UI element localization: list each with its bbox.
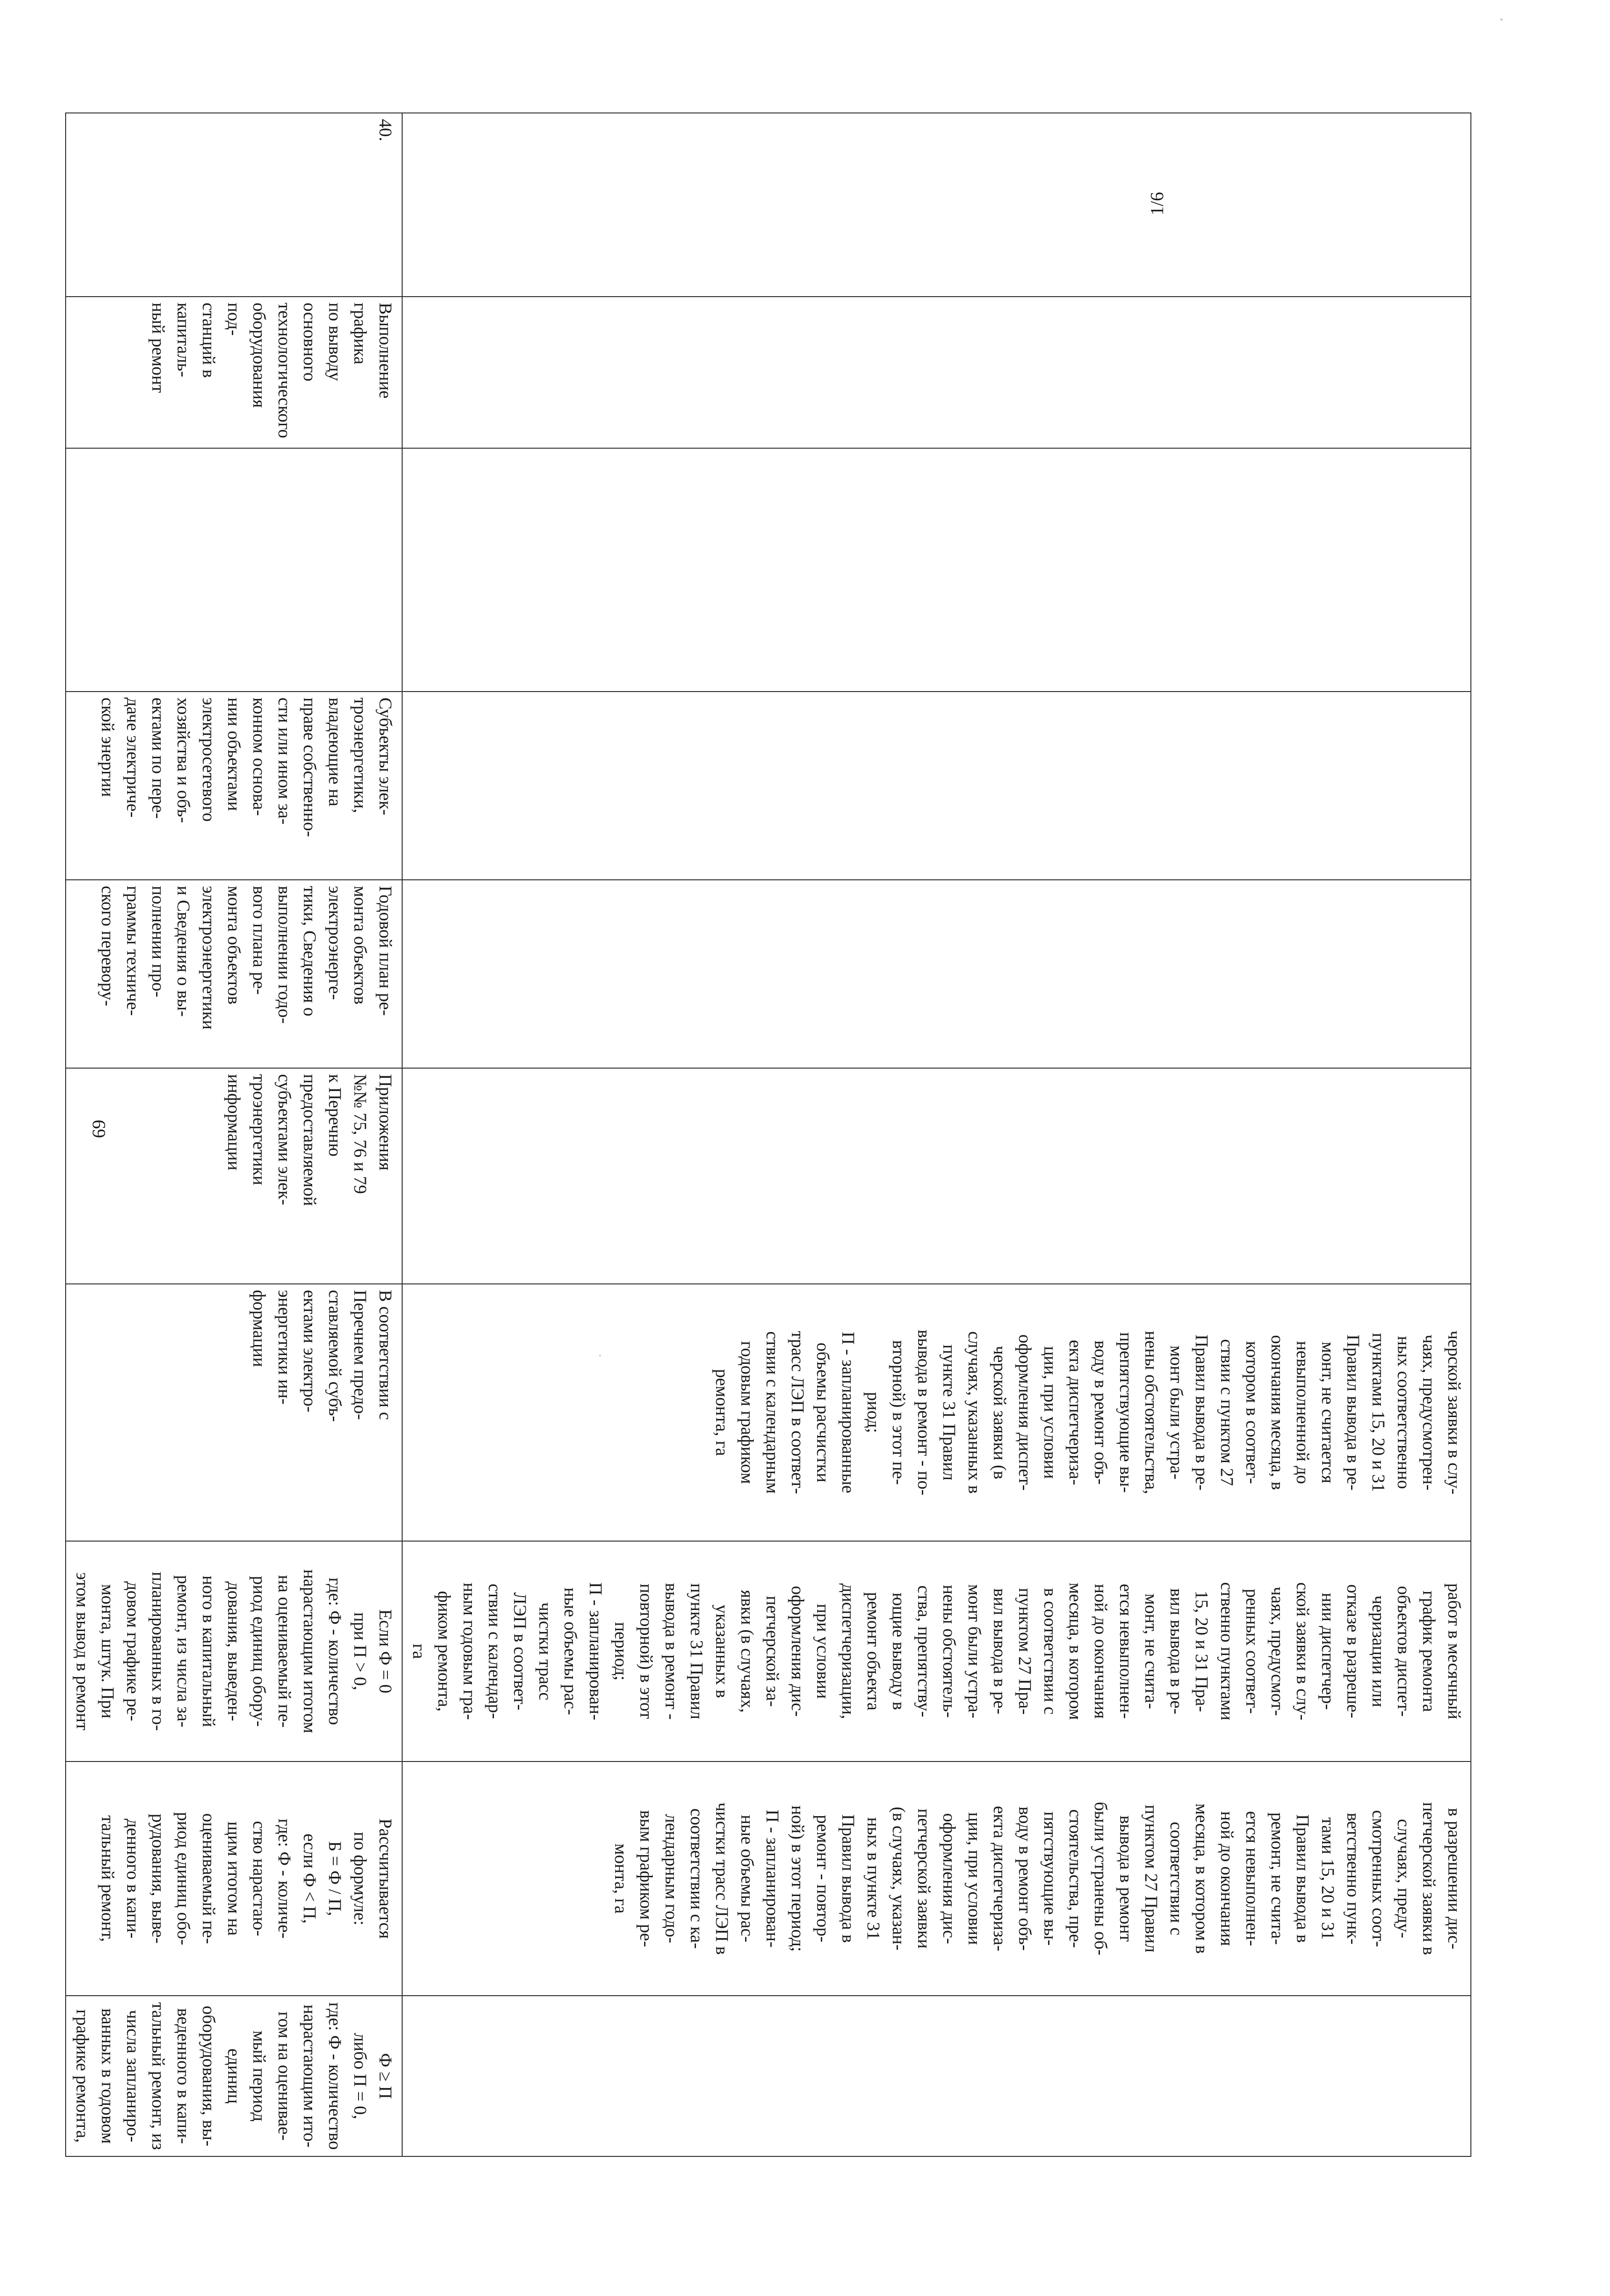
cell-prev-col6 — [402, 1541, 1471, 1761]
page-number: 69 — [88, 1120, 109, 1138]
cell-40-col4 — [66, 1068, 402, 1284]
cell-40-col7 — [66, 1996, 402, 2156]
indicator-name: Выполнение графика по выводу основного технологического оборудования под- станций в капиталь- ный ремонт — [148, 303, 395, 439]
criterion-formula: Рассчитывается по формуле: Б = Ф / П, если Ф < П, где: Ф - количе- ство нарастаю- щим итогом на оцениваемый пе- риод единиц обо- рудования, выве- денного в капи- тальный ремонт, — [98, 1812, 395, 1946]
cell-40-col5 — [66, 1541, 402, 1761]
cell-prev-col3 — [402, 692, 1471, 880]
cell-prev-col1 — [402, 297, 1471, 448]
cell-prev-col2 — [402, 448, 1471, 692]
cell-40-col1 — [66, 297, 402, 448]
source-documents: Годовой план ре- монта объектов электроэнерге- тики, Сведения о выполнении годо- вого плана ре- монта объектов электроэнергетики и Сведения о вы- полнении про- граммы техниче- ского перевору- — [98, 886, 395, 1030]
reporting-terms: В соответствии с Перечнем предо- ставляемой субъ- ектами электро- энергетики ин- формации — [249, 1290, 395, 1422]
cell-prev-col4 — [402, 880, 1471, 1068]
cell-prev-col8 — [402, 1996, 1471, 2156]
cell-prev-col5 — [402, 1284, 1471, 1541]
scan-speck — [1500, 18, 1503, 21]
appendix-refs: Приложения №№ 75, 76 и 79 к Перечню предоставляемой субъектами элек- троэнергетики информации — [224, 1074, 395, 1206]
criteria-table — [65, 113, 1471, 2157]
cell-40-number — [66, 113, 402, 297]
cell-prev-col7 — [402, 1761, 1471, 1996]
cell-40-col3 — [66, 880, 402, 1068]
cell-prev-num — [402, 113, 1471, 297]
subjects: Субъекты элек- троэнергетики, владеющие на праве собственно- сти или ином за- конном основа- нии объектами электросетевого хозяйства и объ- ектами по пере- даче электриче- ской энергии — [98, 698, 395, 837]
cell-40-col1-empty — [66, 448, 402, 692]
scan-speck — [599, 1355, 601, 1356]
criterion-zero: Если Ф = 0 при П > 0, где: Ф - количество нарастающим итогом на оцениваемый пе- риод единиц обору- дования, выведен- ного в капитальный ремонт, из числа за- планированных в го- довом графике ре- монта, штук. При этом вывод в ремонт — [73, 1569, 395, 1733]
cell-text: работ в месячный график ремонта объектов диспет- черизации или отказе в разреше- нии диспетчер- ской заявки в слу- чаях, предусмот- ренных соответ- ственно пунктами 15, 20 и 31 Пра- вил вывода в ре- монт, не счита- ется невыполнен- ной до окончания месяца, в котором в соответствии с пунктом 27 Пра- вил вывода в ре- монт были устра- нены обстоятель- ства, препятству- ющие выводу в ремонт объекта диспетчеризации, при условии оформления дис- петчерской за- явки (в случаях, указанных в пункте 31 Правил вывода в ремонт - повторной) в этот период; П - запланирован- ные объемы рас- чистки трасс ЛЭП в соответ- ствии с календар- ным годовым гра- фиком ремонта, га — [409, 1582, 1464, 1721]
cell-40-col6 — [66, 1761, 402, 1996]
row-number: 40. — [376, 119, 395, 141]
table-row-40 — [66, 113, 402, 2156]
weight-value: 1/6 — [1146, 191, 1167, 216]
cell-40-col4b — [66, 1284, 402, 1541]
cell-text: черской заявки в слу- чаях, предусмотрен- ных соответственно пунктами 15, 20 и 31 Правил вывода в ре- монт, не считается невыполненной до окончания месяца, в котором в соответ- ствии с пунктом 27 Правил вывода в ре- монт были устра- нены обстоятельства, препятствующие вы- воду в ремонт объ- екта диспетчериза- ции, при условии оформления диспет- черской заявки (в случаях, указанных в пункте 31 Правил вывода в ремонт - по- вторной) в этот пе- риод; П - запланированные объемы расчистки трасс ЛЭП в соответ- ствии с календарным годовым графиком ремонта, га — [712, 1329, 1464, 1496]
cell-prev-col4b — [402, 1068, 1471, 1284]
cell-40-col2 — [66, 692, 402, 880]
cell-text: в разрешении дис- петчерской заявки в случаях, преду- смотренных соот- ветственно пунк- тами 15, 20 и 31 Правил вывода в ремонт, не счита- ется невыполнен- ной до окончания месяца, в котором в соответствии с пунктом 27 Правил вывода в ремонт были устранены об- стоятельства, пре- пятствующие вы- воду в ремонт объ- екта диспетчериза- ции, при условии оформления дис- петчерской заявки (в случаях, указан- ных в пункте 31 Правил вывода в ремонт - повтор- ной) в этот период; П - запланирован- ные объемы рас- чистки трасс ЛЭП в соответствии с ка- лендарным годо- вым графиком ре- монта, га — [611, 1801, 1464, 1956]
criterion-full: Ф ≥ П либо П = 0, где: Ф - количество нарастающим ито- гом на оценивае- мый период единиц оборудования, вы- веденного в капи- тальный ремонт, из числа запланиро- ванных в годовом графике ремонта, — [73, 2002, 395, 2150]
table-row-previous — [402, 113, 1471, 2156]
